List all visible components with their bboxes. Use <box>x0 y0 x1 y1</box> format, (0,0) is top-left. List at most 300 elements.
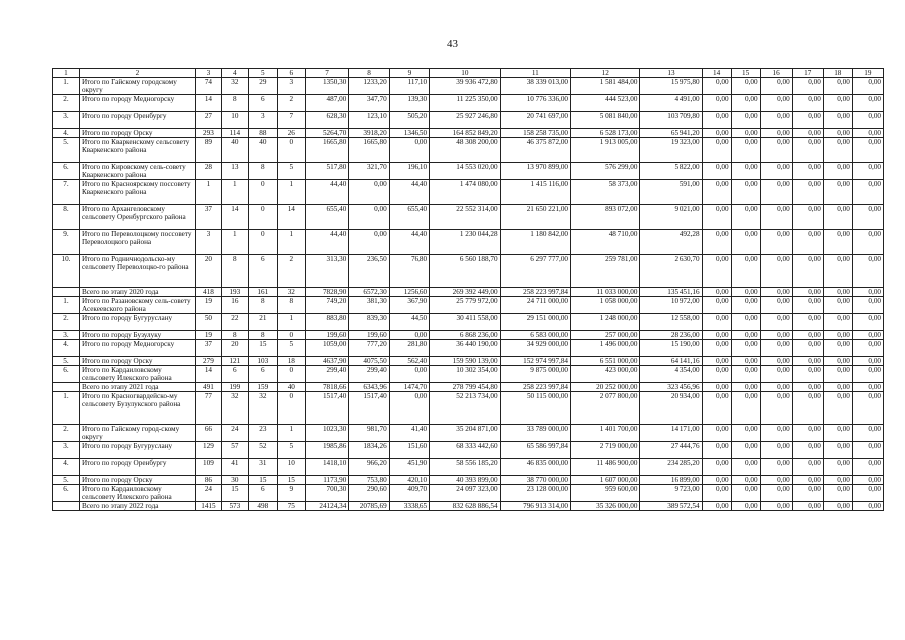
value-cell: 6 <box>221 366 248 383</box>
row-name-cell: Итого по городу Орску <box>79 476 195 485</box>
table-row <box>53 230 884 255</box>
value-cell: 0,00 <box>731 502 760 511</box>
value-cell: 655,40 <box>389 205 429 230</box>
value-cell: 0,00 <box>760 129 792 138</box>
value-cell: 6343,96 <box>349 383 389 392</box>
value-cell: 290,60 <box>349 485 389 502</box>
value-cell: 0,00 <box>731 442 760 459</box>
value-cell: 0,00 <box>792 230 823 255</box>
value-cell: 1023,30 <box>305 425 349 442</box>
row-index-cell: 3. <box>53 442 80 459</box>
value-cell: 0,00 <box>702 138 731 163</box>
value-cell: 0,00 <box>792 205 823 230</box>
row-name-cell: Итого по городу Оренбургу <box>79 112 195 129</box>
value-cell: 29 151 000,00 <box>500 314 570 331</box>
value-cell: 236,50 <box>349 255 389 288</box>
value-cell: 0,00 <box>760 180 792 205</box>
value-cell: 0,00 <box>702 331 731 340</box>
value-cell: 2 719 000,00 <box>571 442 640 459</box>
value-cell: 158 258 735,00 <box>500 129 570 138</box>
value-cell: 0,00 <box>792 383 823 392</box>
value-cell: 5 <box>277 340 305 357</box>
value-cell: 0,00 <box>823 129 852 138</box>
value-cell: 0,00 <box>823 485 852 502</box>
value-cell: 40 <box>221 138 248 163</box>
value-cell: 0,00 <box>852 366 883 383</box>
column-header: 15 <box>731 69 760 78</box>
value-cell: 0,00 <box>792 425 823 442</box>
value-cell: 0,00 <box>702 383 731 392</box>
value-cell: 0,00 <box>731 180 760 205</box>
value-cell: 0,00 <box>792 459 823 476</box>
value-cell: 0,00 <box>702 392 731 425</box>
value-cell: 6 <box>248 255 277 288</box>
value-cell: 44,40 <box>389 230 429 255</box>
value-cell: 6 868 236,00 <box>430 331 500 340</box>
value-cell: 0,00 <box>731 288 760 297</box>
column-header: 8 <box>349 69 389 78</box>
value-cell: 0,00 <box>760 78 792 95</box>
row-name-cell: Всего по этапу 2021 года <box>79 383 195 392</box>
row-name-cell: Итого по Красногвардейско-му сельсовету Бузулукского района <box>79 392 195 425</box>
value-cell: 279 <box>195 357 221 366</box>
value-cell: 135 451,16 <box>640 288 702 297</box>
value-cell: 0,00 <box>731 331 760 340</box>
table-row <box>53 383 884 392</box>
value-cell: 1 401 700,00 <box>571 425 640 442</box>
value-cell: 258 223 997,84 <box>500 288 570 297</box>
value-cell: 121 <box>221 357 248 366</box>
value-cell: 41,40 <box>389 425 429 442</box>
value-cell: 159 <box>248 383 277 392</box>
value-cell: 0,00 <box>702 230 731 255</box>
value-cell: 0,00 <box>852 205 883 230</box>
value-cell: 3338,65 <box>389 502 429 511</box>
value-cell: 299,40 <box>305 366 349 383</box>
value-cell: 883,80 <box>305 314 349 331</box>
value-cell: 0,00 <box>760 485 792 502</box>
value-cell: 749,20 <box>305 297 349 314</box>
value-cell: 37 <box>195 205 221 230</box>
row-index-cell: 1. <box>53 297 80 314</box>
value-cell: 30 <box>221 476 248 485</box>
value-cell: 423 000,00 <box>571 366 640 383</box>
value-cell: 0,00 <box>702 502 731 511</box>
value-cell: 0,00 <box>823 331 852 340</box>
value-cell: 0,00 <box>852 78 883 95</box>
value-cell: 0,00 <box>823 205 852 230</box>
value-cell: 0,00 <box>702 78 731 95</box>
value-cell: 32 <box>221 392 248 425</box>
value-cell: 0,00 <box>792 357 823 366</box>
row-index-cell: 5. <box>53 138 80 163</box>
row-index-cell: 5. <box>53 476 80 485</box>
value-cell: 24 <box>195 485 221 502</box>
row-name-cell: Всего по этапу 2022 года <box>79 502 195 511</box>
value-cell: 1 913 005,00 <box>571 138 640 163</box>
value-cell: 9 <box>277 485 305 502</box>
value-cell: 44,40 <box>305 180 349 205</box>
value-cell: 0 <box>248 205 277 230</box>
value-cell: 0,00 <box>852 112 883 129</box>
table-row <box>53 357 884 366</box>
value-cell: 65 941,20 <box>640 129 702 138</box>
value-cell: 1834,26 <box>349 442 389 459</box>
value-cell: 0,00 <box>823 180 852 205</box>
value-cell: 24124,34 <box>305 502 349 511</box>
column-header: 3 <box>195 69 221 78</box>
value-cell: 0,00 <box>702 485 731 502</box>
value-cell: 0,00 <box>702 366 731 383</box>
value-cell: 26 <box>277 129 305 138</box>
value-cell: 0,00 <box>731 425 760 442</box>
value-cell: 27 <box>195 112 221 129</box>
value-cell: 0,00 <box>823 366 852 383</box>
value-cell: 1173,90 <box>305 476 349 485</box>
value-cell: 573 <box>221 502 248 511</box>
value-cell: 655,40 <box>305 205 349 230</box>
column-header: 18 <box>823 69 852 78</box>
value-cell: 18 <box>277 357 305 366</box>
value-cell: 29 <box>248 78 277 95</box>
value-cell: 0,00 <box>852 230 883 255</box>
value-cell: 0,00 <box>792 95 823 112</box>
value-cell: 196,10 <box>389 163 429 180</box>
column-header: 14 <box>702 69 731 78</box>
row-index-cell <box>53 383 80 392</box>
table-row <box>53 314 884 331</box>
value-cell: 10 <box>277 459 305 476</box>
value-cell: 2 <box>277 255 305 288</box>
row-index-cell: 2. <box>53 425 80 442</box>
value-cell: 0,00 <box>792 255 823 288</box>
page-number: 43 <box>447 38 458 50</box>
value-cell: 0,00 <box>792 340 823 357</box>
value-cell: 0,00 <box>852 288 883 297</box>
value-cell: 5 081 840,00 <box>571 112 640 129</box>
value-cell: 487,00 <box>305 95 349 112</box>
row-name-cell: Итого по городу Медногорску <box>79 95 195 112</box>
row-name-cell: Итого по городу Бузулуку <box>79 331 195 340</box>
value-cell: 0,00 <box>823 138 852 163</box>
value-cell: 14 171,00 <box>640 425 702 442</box>
value-cell: 0,00 <box>702 112 731 129</box>
value-cell: 0 <box>277 138 305 163</box>
value-cell: 20 252 000,00 <box>571 383 640 392</box>
value-cell: 0,00 <box>702 180 731 205</box>
value-cell: 0,00 <box>702 205 731 230</box>
value-cell: 64 141,16 <box>640 357 702 366</box>
value-cell: 0,00 <box>823 112 852 129</box>
value-cell: 0,00 <box>792 392 823 425</box>
value-cell: 0,00 <box>852 383 883 392</box>
value-cell: 0,00 <box>389 366 429 383</box>
value-cell: 0,00 <box>852 459 883 476</box>
value-cell: 0,00 <box>760 476 792 485</box>
value-cell: 498 <box>248 502 277 511</box>
value-cell: 0,00 <box>349 180 389 205</box>
value-cell: 1256,60 <box>389 288 429 297</box>
value-cell: 10 <box>221 112 248 129</box>
column-header: 16 <box>760 69 792 78</box>
value-cell: 0,00 <box>852 485 883 502</box>
value-cell: 491 <box>195 383 221 392</box>
data-table <box>52 68 884 511</box>
table-row <box>53 331 884 340</box>
value-cell: 6 560 188,70 <box>430 255 500 288</box>
column-header: 12 <box>571 69 640 78</box>
value-cell: 20 <box>221 340 248 357</box>
value-cell: 19 <box>195 297 221 314</box>
row-index-cell: 2. <box>53 314 80 331</box>
value-cell: 576 299,00 <box>571 163 640 180</box>
column-header: 9 <box>389 69 429 78</box>
table-row <box>53 163 884 180</box>
value-cell: 0,00 <box>760 357 792 366</box>
table-row <box>53 392 884 425</box>
value-cell: 0,00 <box>760 442 792 459</box>
row-name-cell: Итого по Разановскому сель-совету Асекеевского района <box>79 297 195 314</box>
value-cell: 0,00 <box>792 288 823 297</box>
value-cell: 8 <box>221 95 248 112</box>
column-header: 7 <box>305 69 349 78</box>
value-cell: 753,80 <box>349 476 389 485</box>
value-cell: 517,80 <box>305 163 349 180</box>
value-cell: 44,40 <box>389 180 429 205</box>
value-cell: 1 058 000,00 <box>571 297 640 314</box>
value-cell: 0,00 <box>702 476 731 485</box>
value-cell: 28 236,00 <box>640 331 702 340</box>
row-index-cell: 9. <box>53 230 80 255</box>
value-cell: 299,40 <box>349 366 389 383</box>
value-cell: 389 572,54 <box>640 502 702 511</box>
value-cell: 0,00 <box>702 425 731 442</box>
row-name-cell: Итого по Родничнодольско-му сельсовету Переволоцко-го района <box>79 255 195 288</box>
value-cell: 0,00 <box>702 459 731 476</box>
value-cell: 0,00 <box>760 392 792 425</box>
value-cell: 88 <box>248 129 277 138</box>
row-name-cell: Итого по Кардаиловскому сельсовету Илекского района <box>79 485 195 502</box>
value-cell: 409,70 <box>389 485 429 502</box>
value-cell: 0,00 <box>760 288 792 297</box>
value-cell: 0,00 <box>792 129 823 138</box>
value-cell: 35 326 000,00 <box>571 502 640 511</box>
row-index-cell: 1. <box>53 78 80 95</box>
value-cell: 0,00 <box>702 340 731 357</box>
value-cell: 30 411 558,00 <box>430 314 500 331</box>
value-cell: 796 913 314,00 <box>500 502 570 511</box>
value-cell: 1346,50 <box>389 129 429 138</box>
value-cell: 34 929 000,00 <box>500 340 570 357</box>
value-cell: 0,00 <box>823 392 852 425</box>
row-index-cell: 4. <box>53 340 80 357</box>
row-name-cell: Итого по Кардаиловскому сельсовету Илекского района <box>79 366 195 383</box>
value-cell: 0,00 <box>702 288 731 297</box>
value-cell: 76,80 <box>389 255 429 288</box>
table-row <box>53 425 884 442</box>
value-cell: 0,00 <box>852 340 883 357</box>
value-cell: 259 781,00 <box>571 255 640 288</box>
row-index-cell: 5. <box>53 357 80 366</box>
value-cell: 40 <box>277 383 305 392</box>
value-cell: 293 <box>195 129 221 138</box>
value-cell: 5 <box>277 163 305 180</box>
value-cell: 151,60 <box>389 442 429 459</box>
value-cell: 5264,70 <box>305 129 349 138</box>
value-cell: 4075,50 <box>349 357 389 366</box>
value-cell: 0,00 <box>389 138 429 163</box>
value-cell: 123,10 <box>349 112 389 129</box>
value-cell: 966,20 <box>349 459 389 476</box>
value-cell: 0,00 <box>731 78 760 95</box>
value-cell: 65 586 997,84 <box>500 442 570 459</box>
value-cell: 6 297 777,00 <box>500 255 570 288</box>
value-cell: 2 <box>277 95 305 112</box>
value-cell: 7828,90 <box>305 288 349 297</box>
value-cell: 2 077 800,00 <box>571 392 640 425</box>
value-cell: 0,00 <box>792 502 823 511</box>
value-cell: 1233,20 <box>349 78 389 95</box>
column-header: 4 <box>221 69 248 78</box>
value-cell: 0,00 <box>823 255 852 288</box>
value-cell: 20 934,00 <box>640 392 702 425</box>
value-cell: 89 <box>195 138 221 163</box>
value-cell: 0,00 <box>792 366 823 383</box>
value-cell: 13 <box>221 163 248 180</box>
table-header-row <box>53 69 884 78</box>
value-cell: 347,70 <box>349 95 389 112</box>
value-cell: 24 711 000,00 <box>500 297 570 314</box>
row-name-cell: Итого по Гайскому город-скому округу <box>79 425 195 442</box>
table-row <box>53 485 884 502</box>
value-cell: 0,00 <box>823 163 852 180</box>
value-cell: 9 723,00 <box>640 485 702 502</box>
value-cell: 0,00 <box>823 314 852 331</box>
value-cell: 46 835 000,00 <box>500 459 570 476</box>
value-cell: 0,00 <box>731 129 760 138</box>
value-cell: 58 556 185,20 <box>430 459 500 476</box>
table-row <box>53 112 884 129</box>
value-cell: 281,80 <box>389 340 429 357</box>
value-cell: 0,00 <box>792 180 823 205</box>
value-cell: 27 444,76 <box>640 442 702 459</box>
value-cell: 1 180 842,00 <box>500 230 570 255</box>
value-cell: 32 <box>277 288 305 297</box>
value-cell: 0,00 <box>852 163 883 180</box>
value-cell: 38 770 000,00 <box>500 476 570 485</box>
value-cell: 103 709,80 <box>640 112 702 129</box>
table-row <box>53 442 884 459</box>
value-cell: 0 <box>248 230 277 255</box>
value-cell: 37 <box>195 340 221 357</box>
value-cell: 0,00 <box>852 442 883 459</box>
row-name-cell: Итого по Архангеловскому сельсовету Оренбургского района <box>79 205 195 230</box>
value-cell: 1 248 000,00 <box>571 314 640 331</box>
value-cell: 0,00 <box>792 78 823 95</box>
value-cell: 0,00 <box>823 476 852 485</box>
value-cell: 323 456,96 <box>640 383 702 392</box>
value-cell: 0,00 <box>349 230 389 255</box>
value-cell: 3918,20 <box>349 129 389 138</box>
value-cell: 0,00 <box>792 112 823 129</box>
value-cell: 0,00 <box>731 255 760 288</box>
row-name-cell: Итого по городу Медногорску <box>79 340 195 357</box>
value-cell: 832 628 886,54 <box>430 502 500 511</box>
value-cell: 0 <box>277 366 305 383</box>
value-cell: 1 230 044,28 <box>430 230 500 255</box>
row-name-cell: Итого по Красноярскому поссовету Кваркенского района <box>79 180 195 205</box>
value-cell: 1 607 000,00 <box>571 476 640 485</box>
value-cell: 14 <box>195 366 221 383</box>
table-row <box>53 129 884 138</box>
value-cell: 114 <box>221 129 248 138</box>
value-cell: 1985,86 <box>305 442 349 459</box>
row-name-cell: Итого по городу Бугуруслану <box>79 442 195 459</box>
table-row <box>53 95 884 112</box>
table-row <box>53 255 884 288</box>
value-cell: 1665,80 <box>305 138 349 163</box>
value-cell: 0,00 <box>760 297 792 314</box>
value-cell: 258 223 997,84 <box>500 383 570 392</box>
value-cell: 278 799 454,80 <box>430 383 500 392</box>
value-cell: 8 <box>248 163 277 180</box>
value-cell: 16 <box>221 297 248 314</box>
value-cell: 0,00 <box>731 230 760 255</box>
value-cell: 58 373,00 <box>571 180 640 205</box>
value-cell: 11 486 900,00 <box>571 459 640 476</box>
row-index-cell: 10. <box>53 255 80 288</box>
value-cell: 21 <box>248 314 277 331</box>
value-cell: 6 <box>248 366 277 383</box>
value-cell: 5 <box>277 442 305 459</box>
value-cell: 0,00 <box>731 476 760 485</box>
value-cell: 75 <box>277 502 305 511</box>
value-cell: 52 <box>248 442 277 459</box>
value-cell: 8 <box>221 255 248 288</box>
value-cell: 269 392 449,00 <box>430 288 500 297</box>
value-cell: 0,00 <box>760 502 792 511</box>
column-header: 5 <box>248 69 277 78</box>
value-cell: 164 852 849,20 <box>430 129 500 138</box>
row-index-cell: 4. <box>53 129 80 138</box>
value-cell: 420,10 <box>389 476 429 485</box>
table-row <box>53 78 884 95</box>
row-name-cell: Итого по городу Орску <box>79 129 195 138</box>
value-cell: 9 875 000,00 <box>500 366 570 383</box>
value-cell: 22 552 314,00 <box>430 205 500 230</box>
value-cell: 14 553 020,00 <box>430 163 500 180</box>
row-index-cell <box>53 288 80 297</box>
value-cell: 505,20 <box>389 112 429 129</box>
row-index-cell: 3. <box>53 331 80 340</box>
value-cell: 0,00 <box>852 129 883 138</box>
value-cell: 50 115 000,00 <box>500 392 570 425</box>
value-cell: 14 <box>195 95 221 112</box>
value-cell: 0,00 <box>852 255 883 288</box>
value-cell: 0,00 <box>792 476 823 485</box>
value-cell: 152 974 997,84 <box>500 357 570 366</box>
value-cell: 0,00 <box>823 297 852 314</box>
value-cell: 36 440 190,00 <box>430 340 500 357</box>
value-cell: 0 <box>277 392 305 425</box>
value-cell: 129 <box>195 442 221 459</box>
value-cell: 15 <box>277 476 305 485</box>
table-row <box>53 366 884 383</box>
value-cell: 381,30 <box>349 297 389 314</box>
value-cell: 0,00 <box>760 163 792 180</box>
value-cell: 0,00 <box>852 392 883 425</box>
value-cell: 0,00 <box>792 314 823 331</box>
